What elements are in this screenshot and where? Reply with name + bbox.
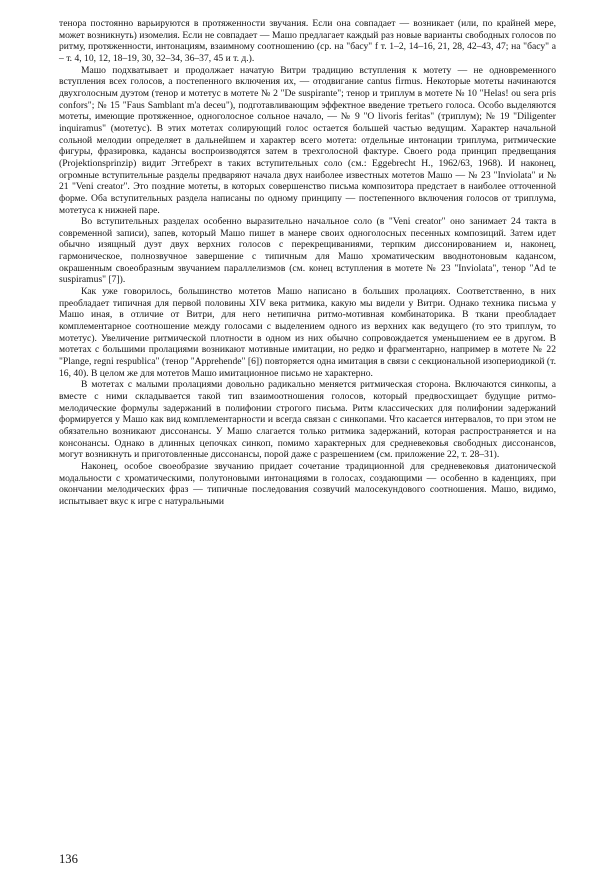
paragraph-continuation: тенора постоянно варьируются в протяженности звучания. Если она совпадает — возникает (или, по крайней мере, может возникнуть) изомелия. Если не совпадает — Машо предлагает каждый раз новые варианты свободных голосов по ритму, протяженности, интонациям, взаимному соотношению (ср. на "басу" f т. 1–2, 14–16, 21, 28, 42–43, 47; на "басу" a – т. 4, 10, 12, 18–19, 30, 32–34, 36–37, 45 и т. д.).: [59, 18, 556, 64]
paragraph-large-prolations: Как уже говорилось, большинство мотетов Машо написано в больших пролациях. Соответственно, в них преобладает типичная для первой половины XIV века ритмика, какую мы видели у Витри. Однако техника письма у Машо иная, в отличие от Витри, для него нетипична ритмо-мотивная комбинаторика. В ткани преобладает комплементарное соотношение между голосами с выделением одного из верхних как ведущего (то это триплум, то мотетус). Увеличение ритмической плотности в одном из них обычно сопровождается уменьшением ее в другом. В мотетах с большими пролациями возникают мотивные имитации, но редко и фрагментарно, например в мотете № 22 "Plange, regni respublica" (тенор "Apprehende" [6]) повторяется одна имитация в связи с секциональной изопериодикой (т. 16, 40). В целом же для мотетов Машо имитационное письмо не характерно.: [59, 286, 556, 379]
paragraph-motet-introductions: Машо подхватывает и продолжает начатую Витри традицию вступления к мотету — не одновременного вступления всех голосов, а постепенного включения их, — отодвигание cantus firmus. Некоторые мотеты начинаются двухголосным дуэтом (тенор и мотетус в мотете № 2 "De suspirante"; тенор и триплум в мотете № 10 "Helas! ou sera pris confors"; № 15 "Faus Samblant m'a deceu"), подготавливающим эффектное введение третьего голоса. Особо выделяются мотеты, имеющие протяженное, одноголосное сольное начало, — № 9 "O livoris feritas" (триплум); № 19 "Diligenter inquiramus" (мотетус). В этих мотетах солирующий голос остается большей частью ведущим. Характер начальной сольной мелодии определяет в дальнейшем и характер всего мотета: отдельные интонации триплума, ритмические фигуры, фразировка, кадансы воспроизводятся затем в трехголосной фактуре. Своего рода принцип предвещания (Projektionsprinzip) видит Эггебрехт в таких вступительных соло (см.: Eggebrecht H., 1962/63, 1968). И наконец, огромные вступительные разделы предваряют начала двух наиболее известных мотетов Машо — № 23 "Inviolata" и № 21 "Veni creator". Это поздние мотеты, в которых совершенство письма композитора предстает в наиболее отточенной форме. Оба вступительных раздела написаны по одному принципу — постепенного включения голосов от триплума, мотетуса к нижней паре.: [59, 64, 556, 216]
page-number: 136: [59, 852, 78, 866]
paragraph-chromaticism: Наконец, особое своеобразие звучанию придает сочетание традиционной для средневековья диатонической модальности с хроматическими, полутоновыми интонациями в голосах, создающими — особенно в каденциях, при окончании мелодических фраз — типичные последования созвучий малосекундового соотношения. Машо, видимо, испытывает вкус к игре с натуральными: [59, 460, 556, 507]
paragraph-small-prolations: В мотетах с малыми пролациями довольно радикально меняется ритмическая сторона. Включаются синкопы, а вместе с ними складывается такой тип взаимоотношения голосов, который предвосхищает будущие ритмо-мелодические формулы задержаний в полифонии строгого письма. Ритм классических для полифонии задержаний формируется у Машо как вид комплементарности и всегда связан с синкопами. Что касается интервалов, то при этом не обязательно возникают диссонансы. У Машо слагается только ритмика задержаний, которая распространяется и на консонансы. Однако в длинных цепочках синкоп, помимо характерных для средневековья свободных диссонансов, могут возникнуть и приготовленные диссонансы, порой даже с разрешением (см. приложение 22, т. 28–31).: [59, 379, 556, 461]
paragraph-introductory-sections: Во вступительных разделах особенно выразительно начальное соло (в "Veni creator" оно занимает 24 такта в современной записи), запев, который Машо пишет в манере своих одноголосных песенных композиций. Затем идет обычно изящный дуэт двух верхних голосов с перекрещиваниями, терпким диссонированием и, наконец, гармоническое, полнозвучное завершение с типичным для Машо хроматическим вводнотоновым кадансом, окрашенным своеобразным звучанием параллелизмов (см. конец вступления в мотете № 23 "Inviolata", тенор "Ad te suspiramus" [7]).: [59, 216, 556, 286]
